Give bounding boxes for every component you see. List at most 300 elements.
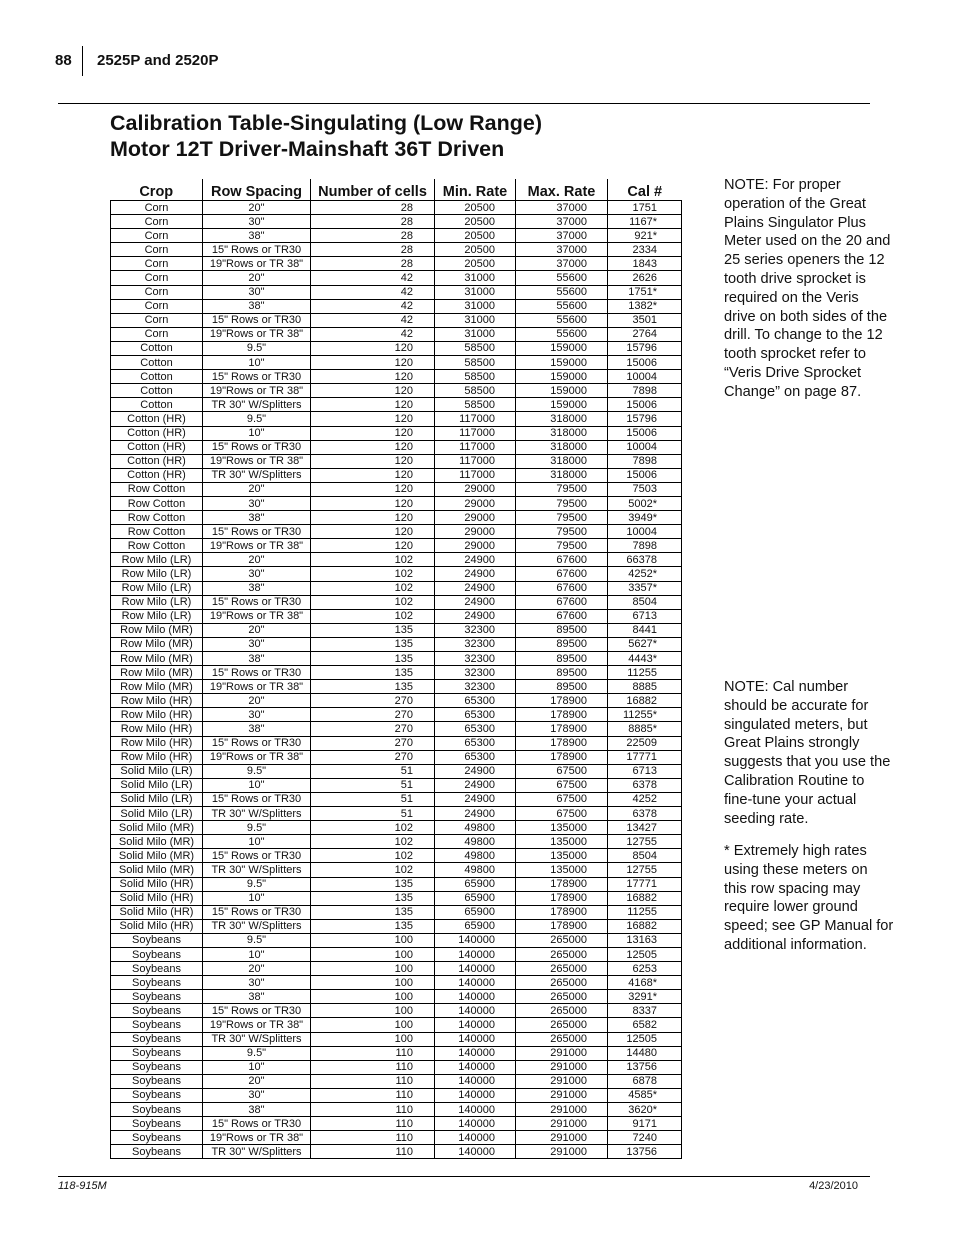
bottom-rule	[58, 1176, 870, 1177]
row-spacing-cell: 15" Rows or TR30	[203, 595, 311, 609]
cells-cell: 102	[311, 821, 435, 835]
cal-number-cell: 12505	[608, 1032, 682, 1046]
cells-cell: 110	[311, 1046, 435, 1060]
cells-cell: 270	[311, 736, 435, 750]
max-rate-cell: 89500	[516, 637, 608, 651]
crop-cell: Row Milo (MR)	[111, 623, 203, 637]
min-rate-cell: 31000	[435, 299, 516, 313]
table-row	[111, 595, 682, 609]
cells-cell: 135	[311, 919, 435, 933]
row-spacing-cell: 9.5"	[203, 1046, 311, 1060]
table-row	[111, 947, 682, 961]
cells-cell: 120	[311, 440, 435, 454]
model-name: 2525P and 2520P	[97, 52, 219, 69]
cal-number-cell: 4585*	[608, 1088, 682, 1102]
min-rate-cell: 117000	[435, 412, 516, 426]
cal-number-cell: 13756	[608, 1145, 682, 1159]
max-rate-cell: 178900	[516, 708, 608, 722]
cells-cell: 102	[311, 581, 435, 595]
max-rate-cell: 89500	[516, 652, 608, 666]
crop-cell: Row Milo (MR)	[111, 652, 203, 666]
table-row	[111, 257, 682, 271]
cal-number-cell: 7240	[608, 1131, 682, 1145]
max-rate-cell: 79500	[516, 482, 608, 496]
column-header: Crop	[111, 179, 203, 201]
max-rate-cell: 89500	[516, 666, 608, 680]
min-rate-cell: 140000	[435, 1032, 516, 1046]
cells-cell: 42	[311, 313, 435, 327]
max-rate-cell: 291000	[516, 1145, 608, 1159]
table-row	[111, 736, 682, 750]
cells-cell: 135	[311, 877, 435, 891]
row-spacing-cell: 38"	[203, 722, 311, 736]
table-header-row	[111, 179, 682, 201]
max-rate-cell: 178900	[516, 750, 608, 764]
table-row	[111, 877, 682, 891]
min-rate-cell: 49800	[435, 835, 516, 849]
row-spacing-cell: TR 30" W/Splitters	[203, 863, 311, 877]
cells-cell: 120	[311, 511, 435, 525]
cal-number-cell: 22509	[608, 736, 682, 750]
cells-cell: 120	[311, 384, 435, 398]
max-rate-cell: 265000	[516, 1004, 608, 1018]
max-rate-cell: 79500	[516, 525, 608, 539]
min-rate-cell: 32300	[435, 666, 516, 680]
row-spacing-cell: 20"	[203, 553, 311, 567]
max-rate-cell: 159000	[516, 384, 608, 398]
table-row	[111, 1145, 682, 1159]
table-row	[111, 567, 682, 581]
crop-cell: Cotton (HR)	[111, 426, 203, 440]
min-rate-cell: 29000	[435, 525, 516, 539]
max-rate-cell: 67600	[516, 567, 608, 581]
cal-number-cell: 9171	[608, 1117, 682, 1131]
row-spacing-cell: 30"	[203, 708, 311, 722]
crop-cell: Solid Milo (LR)	[111, 778, 203, 792]
cal-number-cell: 6713	[608, 764, 682, 778]
cal-number-cell: 6378	[608, 778, 682, 792]
cal-number-cell: 2626	[608, 271, 682, 285]
row-spacing-cell: 19"Rows or TR 38"	[203, 680, 311, 694]
min-rate-cell: 32300	[435, 652, 516, 666]
min-rate-cell: 140000	[435, 1046, 516, 1060]
min-rate-cell: 31000	[435, 271, 516, 285]
min-rate-cell: 65300	[435, 694, 516, 708]
cells-cell: 120	[311, 412, 435, 426]
max-rate-cell: 159000	[516, 398, 608, 412]
max-rate-cell: 318000	[516, 468, 608, 482]
table-row	[111, 919, 682, 933]
crop-cell: Row Milo (HR)	[111, 736, 203, 750]
table-row	[111, 1018, 682, 1032]
crop-cell: Row Cotton	[111, 539, 203, 553]
cells-cell: 135	[311, 637, 435, 651]
min-rate-cell: 65900	[435, 919, 516, 933]
revision-date: 4/23/2010	[809, 1180, 858, 1192]
row-spacing-cell: 38"	[203, 511, 311, 525]
cells-cell: 270	[311, 708, 435, 722]
table-row	[111, 553, 682, 567]
cal-number-cell: 3620*	[608, 1103, 682, 1117]
cells-cell: 110	[311, 1074, 435, 1088]
min-rate-cell: 140000	[435, 933, 516, 947]
cells-cell: 102	[311, 835, 435, 849]
table-row	[111, 1046, 682, 1060]
column-header: Min. Rate	[435, 179, 516, 201]
max-rate-cell: 291000	[516, 1103, 608, 1117]
table-row	[111, 243, 682, 257]
table-row	[111, 482, 682, 496]
row-spacing-cell: 30"	[203, 976, 311, 990]
cal-number-cell: 10004	[608, 440, 682, 454]
table-row	[111, 609, 682, 623]
cells-cell: 110	[311, 1131, 435, 1145]
max-rate-cell: 67500	[516, 778, 608, 792]
crop-cell: Row Milo (LR)	[111, 567, 203, 581]
table-row	[111, 976, 682, 990]
row-spacing-cell: 19"Rows or TR 38"	[203, 539, 311, 553]
min-rate-cell: 117000	[435, 468, 516, 482]
column-header: Cal #	[608, 179, 682, 201]
min-rate-cell: 65300	[435, 750, 516, 764]
cells-cell: 110	[311, 1088, 435, 1102]
max-rate-cell: 291000	[516, 1060, 608, 1074]
row-spacing-cell: 20"	[203, 623, 311, 637]
max-rate-cell: 265000	[516, 976, 608, 990]
row-spacing-cell: 38"	[203, 299, 311, 313]
cal-number-cell: 6878	[608, 1074, 682, 1088]
title-line-2: Motor 12T Driver-Mainshaft 36T Driven	[110, 137, 505, 161]
crop-cell: Solid Milo (HR)	[111, 919, 203, 933]
crop-cell: Cotton (HR)	[111, 440, 203, 454]
cal-number-cell: 16882	[608, 891, 682, 905]
cal-number-cell: 8504	[608, 595, 682, 609]
max-rate-cell: 37000	[516, 229, 608, 243]
min-rate-cell: 140000	[435, 947, 516, 961]
row-spacing-cell: 9.5"	[203, 821, 311, 835]
cal-number-cell: 15006	[608, 356, 682, 370]
cal-number-cell: 8504	[608, 849, 682, 863]
table-row	[111, 398, 682, 412]
crop-cell: Row Cotton	[111, 496, 203, 510]
crop-cell: Soybeans	[111, 1060, 203, 1074]
min-rate-cell: 20500	[435, 243, 516, 257]
cal-number-cell: 5627*	[608, 637, 682, 651]
table-row	[111, 637, 682, 651]
row-spacing-cell: 9.5"	[203, 341, 311, 355]
cells-cell: 100	[311, 933, 435, 947]
crop-cell: Corn	[111, 285, 203, 299]
cal-number-cell: 4168*	[608, 976, 682, 990]
max-rate-cell: 89500	[516, 623, 608, 637]
table-row	[111, 1060, 682, 1074]
row-spacing-cell: 10"	[203, 356, 311, 370]
crop-cell: Soybeans	[111, 1145, 203, 1159]
table-row	[111, 750, 682, 764]
crop-cell: Cotton	[111, 356, 203, 370]
min-rate-cell: 20500	[435, 201, 516, 215]
cal-number-cell: 16882	[608, 919, 682, 933]
column-header: Row Spacing	[203, 179, 311, 201]
row-spacing-cell: 15" Rows or TR30	[203, 666, 311, 680]
min-rate-cell: 117000	[435, 454, 516, 468]
cal-number-cell: 15796	[608, 412, 682, 426]
crop-cell: Soybeans	[111, 1004, 203, 1018]
crop-cell: Solid Milo (HR)	[111, 905, 203, 919]
cal-number-cell: 6253	[608, 962, 682, 976]
cal-number-cell: 7503	[608, 482, 682, 496]
row-spacing-cell: 9.5"	[203, 877, 311, 891]
cells-cell: 120	[311, 370, 435, 384]
cal-number-cell: 17771	[608, 877, 682, 891]
table-row	[111, 539, 682, 553]
min-rate-cell: 20500	[435, 215, 516, 229]
cal-number-cell: 1751*	[608, 285, 682, 299]
row-spacing-cell: 15" Rows or TR30	[203, 1004, 311, 1018]
crop-cell: Row Milo (MR)	[111, 680, 203, 694]
crop-cell: Soybeans	[111, 1103, 203, 1117]
cal-number-cell: 13756	[608, 1060, 682, 1074]
crop-cell: Soybeans	[111, 1074, 203, 1088]
high-rate-note: * Extremely high rates using these meters on this row spacing may require lower ground speed; see GP Manual for additional information.	[724, 843, 894, 953]
row-spacing-cell: 10"	[203, 426, 311, 440]
crop-cell: Corn	[111, 299, 203, 313]
row-spacing-cell: 30"	[203, 567, 311, 581]
table-row	[111, 1131, 682, 1145]
table-row	[111, 454, 682, 468]
table-row	[111, 933, 682, 947]
crop-cell: Cotton	[111, 384, 203, 398]
cal-number-cell: 4252	[608, 792, 682, 806]
crop-cell: Row Milo (MR)	[111, 637, 203, 651]
row-spacing-cell: 38"	[203, 1103, 311, 1117]
crop-cell: Solid Milo (HR)	[111, 877, 203, 891]
row-spacing-cell: 20"	[203, 962, 311, 976]
crop-cell: Row Milo (HR)	[111, 750, 203, 764]
cells-cell: 135	[311, 623, 435, 637]
max-rate-cell: 79500	[516, 496, 608, 510]
min-rate-cell: 58500	[435, 398, 516, 412]
min-rate-cell: 24900	[435, 764, 516, 778]
row-spacing-cell: 30"	[203, 637, 311, 651]
crop-cell: Solid Milo (MR)	[111, 849, 203, 863]
max-rate-cell: 291000	[516, 1046, 608, 1060]
max-rate-cell: 159000	[516, 356, 608, 370]
cells-cell: 42	[311, 327, 435, 341]
table-row	[111, 356, 682, 370]
row-spacing-cell: 20"	[203, 1074, 311, 1088]
table-row	[111, 680, 682, 694]
cells-cell: 110	[311, 1103, 435, 1117]
row-spacing-cell: 15" Rows or TR30	[203, 736, 311, 750]
row-spacing-cell: 10"	[203, 835, 311, 849]
row-spacing-cell: 30"	[203, 285, 311, 299]
cal-number-cell: 14480	[608, 1046, 682, 1060]
max-rate-cell: 178900	[516, 891, 608, 905]
max-rate-cell: 265000	[516, 1018, 608, 1032]
row-spacing-cell: 20"	[203, 201, 311, 215]
crop-cell: Corn	[111, 229, 203, 243]
min-rate-cell: 65900	[435, 891, 516, 905]
crop-cell: Solid Milo (LR)	[111, 792, 203, 806]
calibration-table	[110, 179, 682, 1159]
min-rate-cell: 31000	[435, 313, 516, 327]
row-spacing-cell: 38"	[203, 990, 311, 1004]
crop-cell: Soybeans	[111, 1117, 203, 1131]
row-spacing-cell: 10"	[203, 1060, 311, 1074]
crop-cell: Solid Milo (MR)	[111, 863, 203, 877]
crop-cell: Row Milo (LR)	[111, 609, 203, 623]
cells-cell: 100	[311, 976, 435, 990]
cells-cell: 135	[311, 905, 435, 919]
min-rate-cell: 65900	[435, 905, 516, 919]
table-row	[111, 215, 682, 229]
max-rate-cell: 135000	[516, 863, 608, 877]
cells-cell: 28	[311, 243, 435, 257]
max-rate-cell: 318000	[516, 426, 608, 440]
cells-cell: 120	[311, 482, 435, 496]
cal-number-cell: 3949*	[608, 511, 682, 525]
cells-cell: 51	[311, 778, 435, 792]
max-rate-cell: 265000	[516, 990, 608, 1004]
table-row	[111, 370, 682, 384]
row-spacing-cell: TR 30" W/Splitters	[203, 919, 311, 933]
min-rate-cell: 24900	[435, 581, 516, 595]
cells-cell: 28	[311, 257, 435, 271]
table-row	[111, 962, 682, 976]
table-row	[111, 1117, 682, 1131]
crop-cell: Cotton	[111, 341, 203, 355]
max-rate-cell: 178900	[516, 905, 608, 919]
table-row	[111, 623, 682, 637]
row-spacing-cell: TR 30" W/Splitters	[203, 807, 311, 821]
min-rate-cell: 65300	[435, 708, 516, 722]
crop-cell: Soybeans	[111, 1131, 203, 1145]
cells-cell: 135	[311, 652, 435, 666]
crop-cell: Corn	[111, 257, 203, 271]
max-rate-cell: 37000	[516, 201, 608, 215]
cal-number-cell: 6378	[608, 807, 682, 821]
row-spacing-cell: 30"	[203, 215, 311, 229]
column-header: Number of cells	[311, 179, 435, 201]
crop-cell: Corn	[111, 215, 203, 229]
crop-cell: Corn	[111, 243, 203, 257]
table-row	[111, 807, 682, 821]
crop-cell: Row Milo (HR)	[111, 694, 203, 708]
max-rate-cell: 55600	[516, 313, 608, 327]
cells-cell: 110	[311, 1117, 435, 1131]
row-spacing-cell: 19"Rows or TR 38"	[203, 609, 311, 623]
cells-cell: 270	[311, 750, 435, 764]
row-spacing-cell: 19"Rows or TR 38"	[203, 257, 311, 271]
cells-cell: 120	[311, 398, 435, 412]
cal-number-cell: 8441	[608, 623, 682, 637]
row-spacing-cell: 10"	[203, 947, 311, 961]
max-rate-cell: 265000	[516, 962, 608, 976]
min-rate-cell: 140000	[435, 1103, 516, 1117]
cells-cell: 270	[311, 694, 435, 708]
min-rate-cell: 49800	[435, 863, 516, 877]
max-rate-cell: 67600	[516, 609, 608, 623]
crop-cell: Cotton	[111, 398, 203, 412]
crop-cell: Row Milo (LR)	[111, 595, 203, 609]
crop-cell: Solid Milo (LR)	[111, 764, 203, 778]
min-rate-cell: 58500	[435, 356, 516, 370]
row-spacing-cell: 15" Rows or TR30	[203, 313, 311, 327]
cells-cell: 102	[311, 553, 435, 567]
row-spacing-cell: 9.5"	[203, 933, 311, 947]
min-rate-cell: 24900	[435, 778, 516, 792]
cal-number-cell: 8885*	[608, 722, 682, 736]
max-rate-cell: 55600	[516, 299, 608, 313]
cells-cell: 120	[311, 454, 435, 468]
cal-number-cell: 15796	[608, 341, 682, 355]
crop-cell: Row Milo (MR)	[111, 666, 203, 680]
row-spacing-cell: TR 30" W/Splitters	[203, 468, 311, 482]
max-rate-cell: 291000	[516, 1074, 608, 1088]
min-rate-cell: 140000	[435, 990, 516, 1004]
row-spacing-cell: 10"	[203, 891, 311, 905]
max-rate-cell: 67500	[516, 792, 608, 806]
crop-cell: Corn	[111, 201, 203, 215]
min-rate-cell: 29000	[435, 496, 516, 510]
min-rate-cell: 140000	[435, 1131, 516, 1145]
cells-cell: 120	[311, 426, 435, 440]
crop-cell: Soybeans	[111, 976, 203, 990]
max-rate-cell: 291000	[516, 1117, 608, 1131]
max-rate-cell: 79500	[516, 539, 608, 553]
sprocket-note: NOTE: For proper operation of the Great Plains Singulator Plus Meter used on the 20 and 25 series openers the 12 tooth drive sprocket is required on the Veris drive on both sides of the drill. To change to the 12 tooth sprocket refer to “Veris Drive Sprocket Change” on page 87.	[724, 177, 891, 400]
min-rate-cell: 29000	[435, 539, 516, 553]
table-row	[111, 1004, 682, 1018]
crop-cell: Soybeans	[111, 1018, 203, 1032]
max-rate-cell: 265000	[516, 947, 608, 961]
crop-cell: Corn	[111, 271, 203, 285]
row-spacing-cell: 30"	[203, 496, 311, 510]
cells-cell: 100	[311, 1004, 435, 1018]
row-spacing-cell: 15" Rows or TR30	[203, 1117, 311, 1131]
cal-number-cell: 7898	[608, 454, 682, 468]
table-row	[111, 1103, 682, 1117]
row-spacing-cell: 10"	[203, 778, 311, 792]
cal-number-cell: 1167*	[608, 215, 682, 229]
row-spacing-cell: 15" Rows or TR30	[203, 849, 311, 863]
cells-cell: 102	[311, 609, 435, 623]
table-row	[111, 990, 682, 1004]
crop-cell: Solid Milo (HR)	[111, 891, 203, 905]
table-row	[111, 581, 682, 595]
min-rate-cell: 20500	[435, 229, 516, 243]
cells-cell: 42	[311, 271, 435, 285]
crop-cell: Row Cotton	[111, 511, 203, 525]
max-rate-cell: 79500	[516, 511, 608, 525]
cal-number-cell: 17771	[608, 750, 682, 764]
max-rate-cell: 37000	[516, 243, 608, 257]
min-rate-cell: 24900	[435, 553, 516, 567]
max-rate-cell: 291000	[516, 1131, 608, 1145]
min-rate-cell: 24900	[435, 595, 516, 609]
row-spacing-cell: 9.5"	[203, 412, 311, 426]
max-rate-cell: 265000	[516, 933, 608, 947]
min-rate-cell: 32300	[435, 680, 516, 694]
max-rate-cell: 291000	[516, 1088, 608, 1102]
cells-cell: 102	[311, 567, 435, 581]
table-row	[111, 905, 682, 919]
table-row	[111, 496, 682, 510]
table-row	[111, 863, 682, 877]
table-row	[111, 891, 682, 905]
max-rate-cell: 135000	[516, 821, 608, 835]
